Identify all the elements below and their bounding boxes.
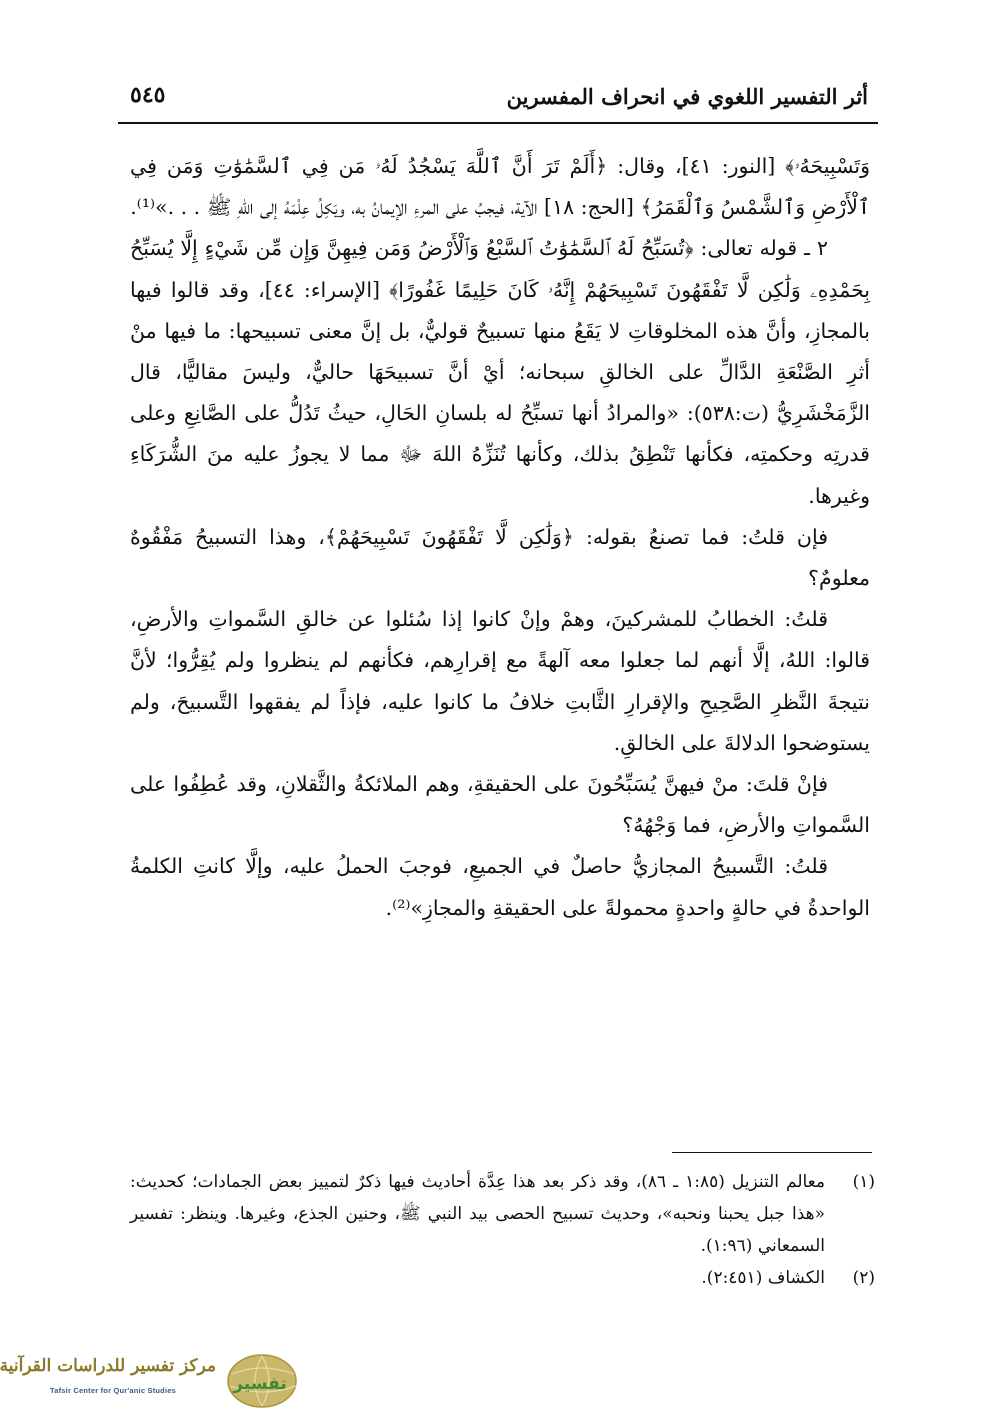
header-title: أثر التفسير اللغوي في انحراف المفسرين [506,84,868,109]
tafsir-center-logo [0,1352,304,1412]
paragraph-3: فإن قلتُ: فما تصنعُ بقوله: ﴿وَلَٰكِن لَّا تَفْقَهُونَ تَسْبِيحَهُمْ﴾، وهذا التسبيحُ مَفْقُوهٌ معلومٌ؟ [130,524,870,591]
footnote-1 [130,1166,875,1262]
paragraph-5: فإنْ قلتَ: منْ فيهنَّ يُسَبِّحُونَ على الحقيقةِ، وهم الملائكةُ والثَّقلانِ، وقد عُطِفُوا على السَّمواتِ والأرضِ، فما وَجْهُهُ؟ [130,772,870,838]
footnote-divider [672,1152,872,1153]
footnote-2 [130,1262,875,1294]
logo-mark-text: تفسير [233,1374,287,1394]
logo-name: مركز تفسير للدراسات القرآنية [0,1356,216,1376]
paragraph-4: قلتُ: الخطابُ للمشركينَ، وهمْ وإنْ كانوا إذا سُئلوا عن خالقِ السَّمواتِ والأرضِ، قالوا: اللهُ، إلَّا أنهم لما جعلوا معه آلهةً مع إقرارِهم، فكأنهم لم ينظروا ولم يُقِرُّوا؛ لأنَّ نتيجةَ النَّظرِ الصَّحِيحِ والإقرارِ الثَّابتِ خلافُ ما كانوا عليه، فإذاً لم يفقهوا التَّسبيحَ، ولم يستوضحوا الدلالةَ على الخالقِ. [130,607,870,755]
footnote-number: (١) [852,1172,875,1192]
paragraph-6: قلتُ: التَّسبيحُ المجازيُّ حاصلٌ في الجميعِ، فوجبَ الحملُ عليه، وإلَّا كانتِ الكلمةُ الواحدةُ في حالةٍ واحدةٍ محمولةً على الحقيقةِ والمجازِ»⁽²⁾. [130,854,870,920]
running-header [118,78,878,124]
logo-english: Tafsir Center for Qur'anic Studies [50,1386,176,1395]
page-number: ٥٤٥ [130,82,166,108]
paragraph-1: وَتَسْبِيحَهُۥ﴾ [النور: ٤١]، وقال: ﴿أَلَمْ تَرَ أَنَّ ٱللَّهَ يَسْجُدُ لَهُۥ مَن فِي ٱلسَّمَٰوَٰتِ وَمَن فِي ٱلْأَرْضِ وَٱلشَّمْسُ وَٱلْقَمَرُ﴾ [الحج: ١٨] الآية، فيجبُ على المرءِ الإيمانُ به، ويَكِلُ عِلْمَهُ إلى اللهِ ﷺ . . .»⁽¹⁾. [130,154,870,220]
globe-logo-icon [218,1352,302,1410]
footnote-number: (٢) [852,1268,875,1288]
footnote-text: الكشاف (٢:٤٥١). [701,1268,825,1288]
footnote-text: معالم التنزيل (١:٨٥ ـ ٨٦)، وقد ذكر بعد هذا عِدَّة أحاديث فيها ذكرٌ لتمييز بعض الجمادات؛ كحديث: «هذا جبل يحبنا ونحبه»، وحديث تسبيح الحصى بيد النبي ﷺ، وحنين الجذع، وغيرها. وينظر: تفسير السمعاني (١:٩٦). [130,1172,825,1256]
footnotes [130,1166,875,1294]
main-text [130,146,870,929]
paragraph-2: ٢ ـ قوله تعالى: ﴿تُسَبِّحُ لَهُ ٱلسَّمَٰوَٰتُ ٱلسَّبْعُ وَٱلْأَرْضُ وَمَن فِيهِنَّ وَإِن مِّن شَيْءٍ إِلَّا يُسَبِّحُ بِحَمْدِهِۦ وَلَٰكِن لَّا تَفْقَهُونَ تَسْبِيحَهُمْ إِنَّهُۥ كَانَ حَلِيمًا غَفُورًا﴾ [الإسراء: ٤٤]، وقد قالوا فيها بالمجازِ، وأنَّ هذه المخلوقاتِ لا يَقَعُ منها تسبيحٌ قوليٌّ، بل إنَّ معنى تسبيحها: ما فيها منْ أثرِ الصَّنْعَةِ الدَّالِّ على الخالقِ سبحانه؛ أيْ أنَّ تسبيحَهَا حاليٌّ، وليسَ مقاليًّا، قال الزَّمَخْشَرِيُّ (ت:٥٣٨): «والمرادُ أنها تسبِّحُ له بلسانِ الحَالِ، حيثُ تَدُلُّ على الصَّانِعِ وعلى قدرتِه وحكمتِه، فكأنها تَنْطِقُ بذلك، وكأنها تُنَزِّهُ اللهَ ﷻ مما لا يجوزُ عليه منَ الشُّرَكَاءِ وغيرها. [130,236,871,508]
